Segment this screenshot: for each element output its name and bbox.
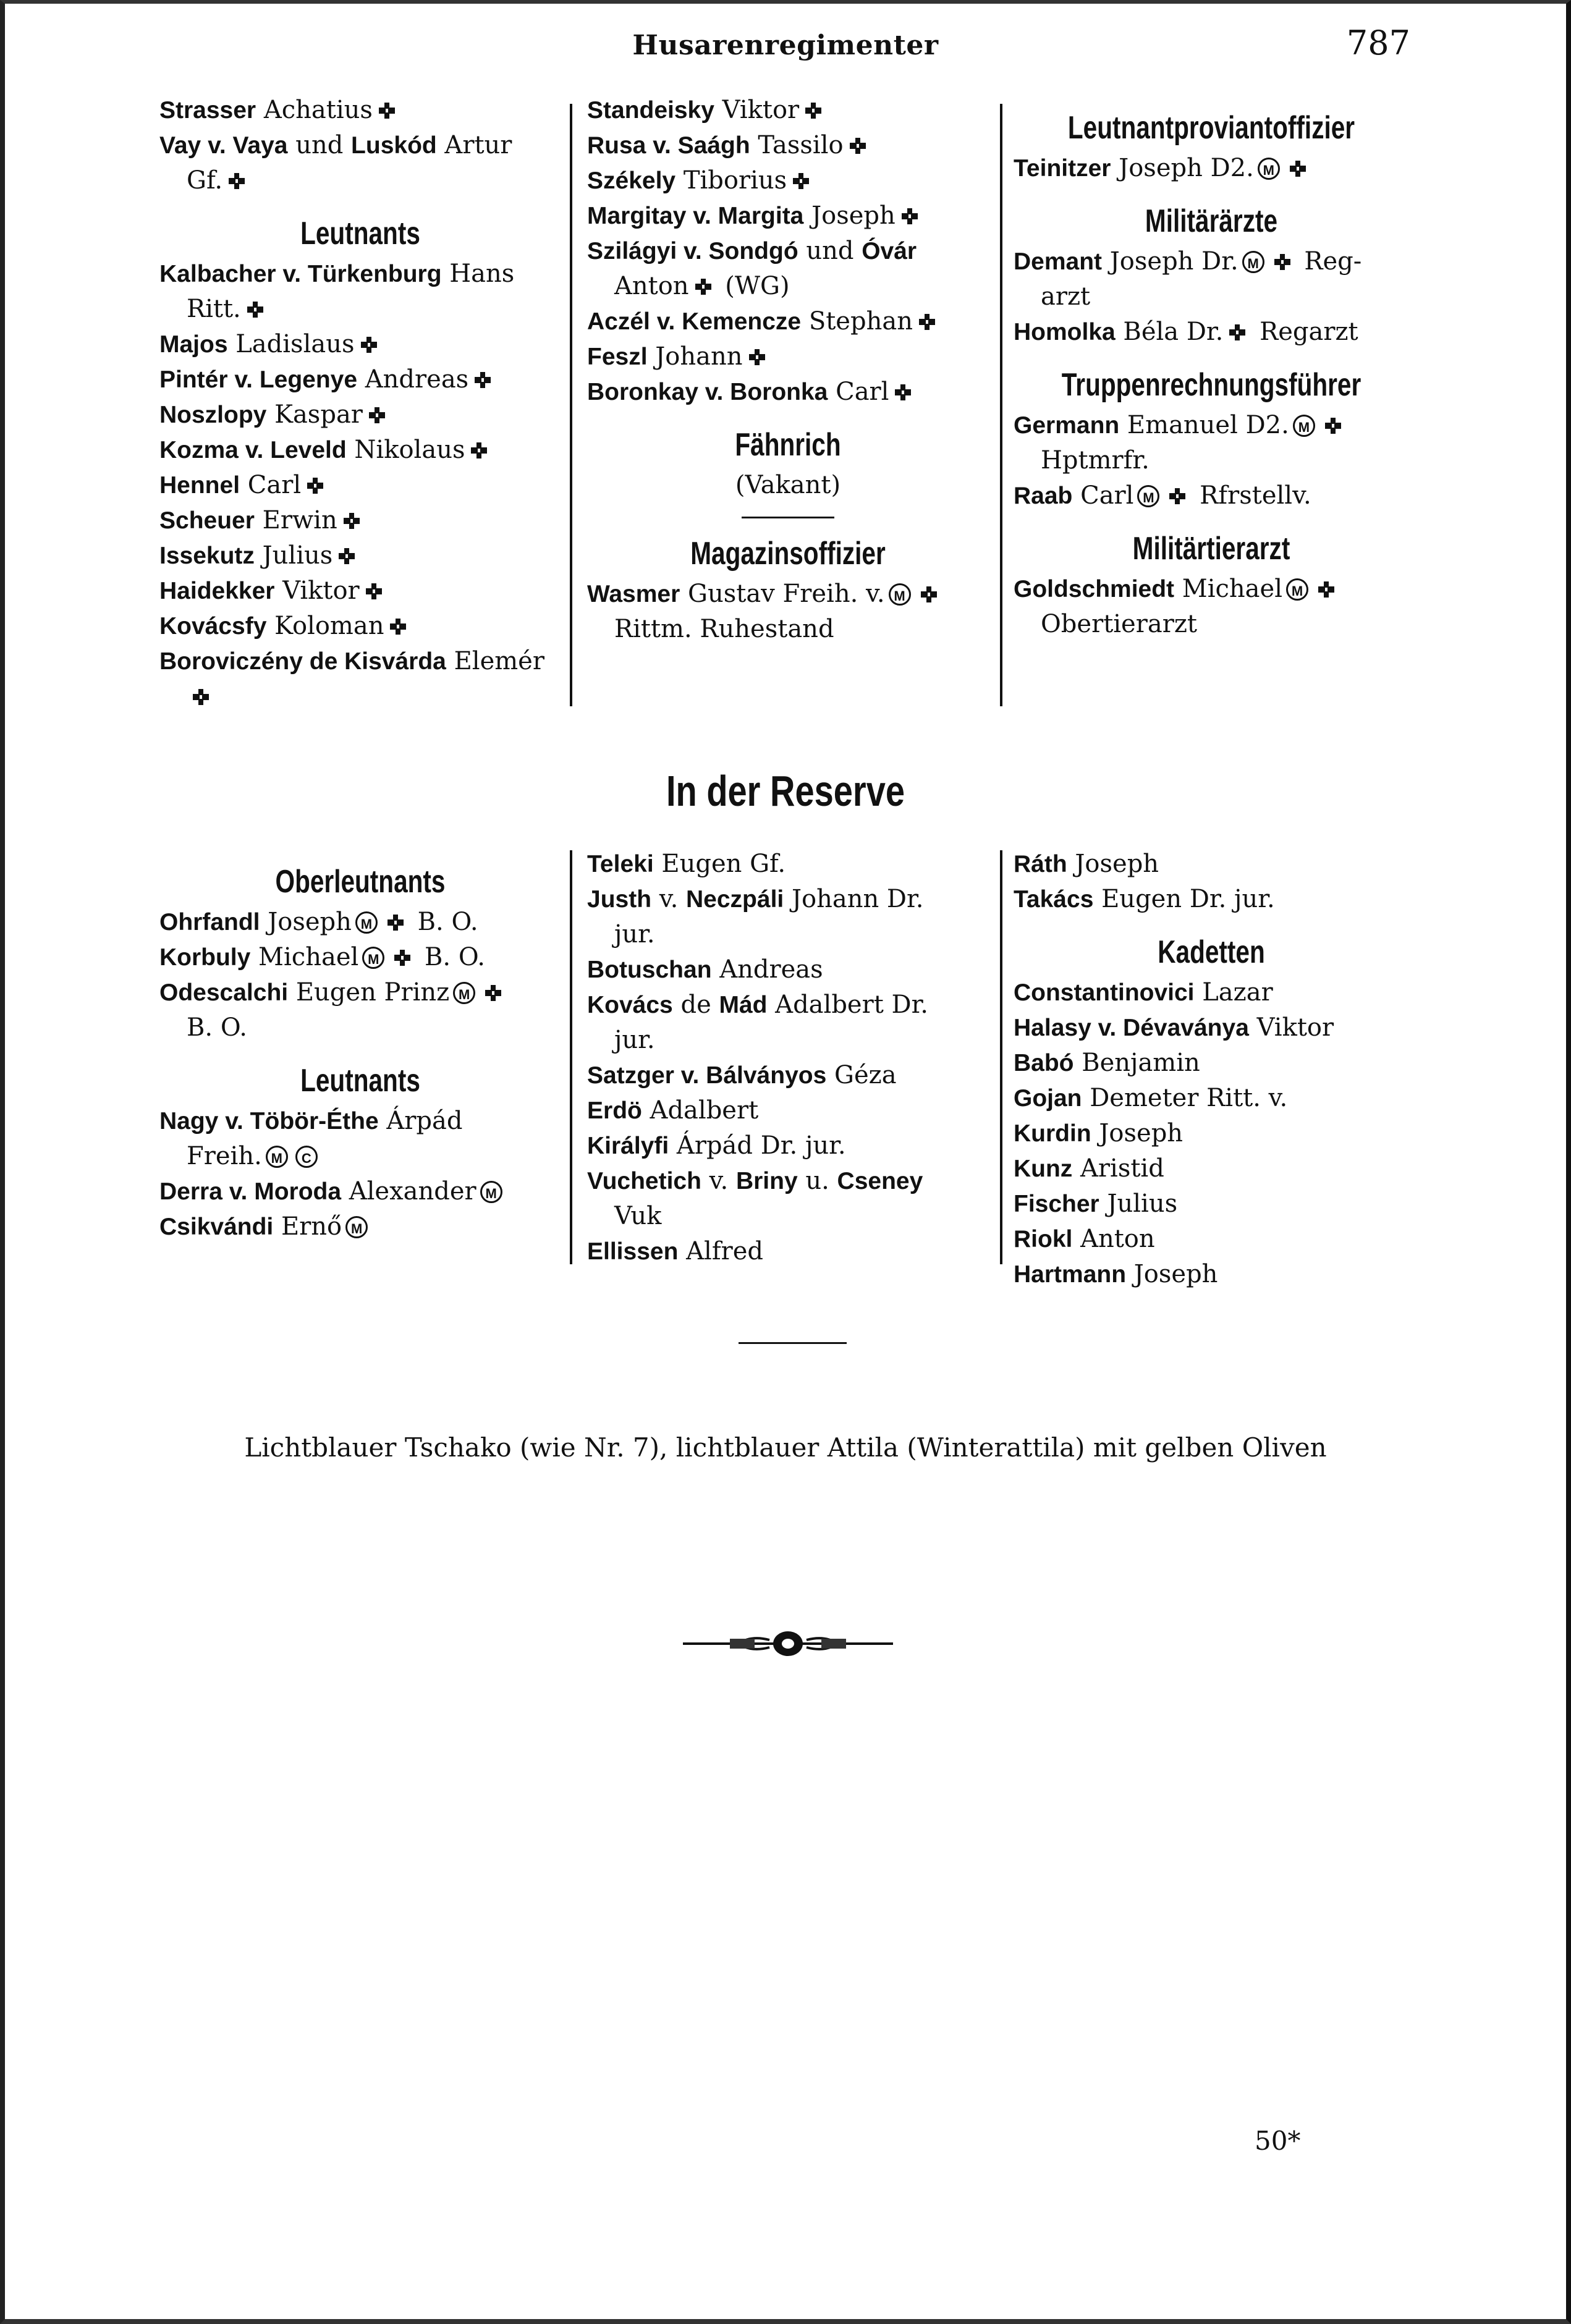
entry-surname: Standeisky	[587, 97, 714, 124]
m-mark-icon: M	[355, 911, 378, 934]
entry-surname: Teinitzer	[1014, 155, 1111, 182]
entry-given: Joseph	[260, 908, 352, 936]
entry-given: Eugen Gf.	[653, 850, 786, 878]
cross-icon	[365, 582, 383, 601]
entry-surname: Vay v. Vaya	[159, 132, 288, 159]
roster-entry	[159, 1174, 561, 1209]
roster-entry	[1014, 1151, 1409, 1186]
entry-surname: Goldschmiedt	[1014, 576, 1175, 602]
entry-given: Erwin	[254, 506, 337, 535]
cross-icon	[192, 688, 210, 706]
signature-mark: 50*	[1255, 2126, 1301, 2156]
section-heading: Oberleutnants	[275, 864, 446, 900]
entry-given: und	[287, 131, 352, 159]
entry-given: Michael	[250, 943, 359, 971]
cross-icon	[1273, 253, 1292, 271]
entry-surname: Germann	[1014, 412, 1120, 439]
entry-surname: Hennel	[159, 472, 240, 499]
roster-entry	[587, 234, 989, 304]
m-mark-icon: M	[345, 1216, 368, 1238]
entry-surname: Odescalchi	[159, 979, 289, 1006]
entry-surname: Kunz	[1014, 1156, 1073, 1182]
roster-entry	[587, 577, 989, 647]
cross-icon	[246, 300, 265, 319]
entry-surname-2: Óvár	[862, 238, 917, 264]
roster-entry	[587, 198, 989, 234]
cross-icon	[360, 336, 378, 354]
roster-entry	[587, 1058, 989, 1093]
entry-continuation: jur.	[614, 1026, 655, 1054]
section-heading: Fähnrich	[735, 427, 841, 463]
cross-icon	[378, 101, 396, 120]
entry-given: Árpád	[378, 1107, 463, 1135]
entry-surname: Demant	[1014, 248, 1103, 275]
m-mark-icon: M	[889, 583, 911, 606]
entry-continuation: Anton (WG)	[614, 272, 790, 300]
roster-entry	[587, 987, 989, 1058]
entry-surname: Királyfi	[587, 1133, 669, 1159]
entry-surname: Rusa v. Saágh	[587, 132, 750, 159]
section-note: (Vakant)	[735, 471, 841, 499]
entry-given: Joseph	[1126, 1260, 1218, 1288]
roster-entry	[1014, 572, 1409, 642]
cross-icon	[470, 441, 488, 460]
entry-surname: Székely	[587, 167, 676, 194]
roster-entry	[159, 1104, 561, 1174]
entry-given: Julius	[1099, 1189, 1178, 1218]
roster-entry	[159, 609, 561, 644]
entry-continuation: Vuk	[614, 1202, 662, 1230]
roster-entry	[587, 1164, 989, 1234]
roster-entry	[587, 163, 989, 198]
entry-given: Julius	[254, 541, 333, 570]
entry-surname: Korbuly	[159, 944, 251, 971]
entry-surname: Constantinovici	[1014, 979, 1195, 1006]
entry-continuation: Obertierarzt	[1041, 610, 1197, 638]
m-mark-icon: M	[1258, 158, 1280, 180]
reserve-column-2	[587, 847, 989, 1269]
m-mark-icon: M	[266, 1146, 288, 1168]
entry-surname: Wasmer	[587, 581, 680, 607]
entry-given: v.	[651, 885, 687, 913]
roster-entry	[159, 573, 561, 609]
entry-given: Anton	[1072, 1225, 1155, 1253]
cross-icon	[894, 383, 912, 402]
entry-surname: Riokl	[1014, 1226, 1073, 1253]
cross-icon	[1228, 323, 1247, 342]
entry-suffix: B. O.	[409, 908, 478, 936]
column-2	[587, 93, 989, 647]
roster-entry	[1014, 315, 1409, 350]
entry-given: Viktor	[274, 577, 360, 605]
entry-surname: Babó	[1014, 1050, 1074, 1076]
entry-surname: Raab	[1014, 483, 1073, 509]
entry-continuation	[159, 679, 561, 714]
roster-entry	[159, 468, 561, 503]
entry-surname: Ráth	[1014, 851, 1067, 877]
entry-suffix: B. O.	[417, 943, 485, 971]
roster-entry	[159, 256, 561, 327]
entry-given: Viktor	[714, 96, 800, 124]
entry-surname: Kurdin	[1014, 1120, 1091, 1147]
cross-icon	[1168, 487, 1187, 505]
cross-icon	[368, 406, 386, 425]
roster-entry	[1014, 1222, 1409, 1257]
entry-surname: Haidekker	[159, 578, 275, 604]
roster-entry	[159, 940, 561, 975]
entry-given: Benjamin	[1073, 1049, 1200, 1077]
cross-icon	[306, 476, 324, 495]
cross-icon	[849, 137, 867, 155]
reserve-title: In der Reserve	[666, 767, 905, 815]
entry-given: Hans	[441, 260, 515, 288]
entry-given: Aristid	[1072, 1154, 1164, 1183]
entry-surname: Justh	[587, 886, 652, 913]
entry-given: Stephan	[801, 307, 913, 336]
roster-entry	[159, 503, 561, 538]
entry-surname-3: Cseney	[837, 1168, 923, 1194]
section-rule	[742, 517, 834, 518]
entry-suffix: Reg-	[1296, 247, 1362, 276]
roster-entry	[1014, 975, 1409, 1010]
entry-surname: Feszl	[587, 344, 648, 370]
entry-surname: Kalbacher v. Türkenburg	[159, 261, 442, 287]
entry-given: Joseph Dr.	[1102, 247, 1239, 276]
entry-surname: Takács	[1014, 886, 1094, 913]
roster-entry	[159, 362, 561, 397]
entry-given-2: u.	[797, 1167, 837, 1195]
entry-surname: Ellissen	[587, 1238, 679, 1265]
cross-icon	[342, 512, 361, 530]
m-mark-icon: M	[1242, 251, 1264, 273]
entry-given: Ladislaus	[227, 330, 355, 358]
entry-continuation: Gf.	[159, 163, 561, 198]
roster-entry	[1014, 244, 1409, 315]
entry-surname: Kovácsfy	[159, 613, 267, 640]
entry-surname: Scheuer	[159, 507, 255, 534]
entry-surname: Hartmann	[1014, 1261, 1127, 1288]
entry-surname: Kovács	[587, 992, 673, 1018]
m-mark-icon: M	[1293, 415, 1315, 437]
cross-icon	[337, 547, 356, 565]
entry-given-2: Artur	[436, 131, 512, 159]
m-mark-icon: M	[453, 982, 475, 1004]
page-number: 787	[1346, 23, 1410, 62]
entry-given-2: Adalbert Dr.	[767, 991, 929, 1019]
roster-entry	[159, 538, 561, 573]
entry-continuation: Freih. M C	[159, 1139, 561, 1174]
cross-icon	[748, 348, 766, 366]
entry-surname: Gojan	[1014, 1085, 1082, 1112]
entry-surname: Noszlopy	[159, 402, 267, 428]
entry-given: Achatius	[256, 96, 373, 124]
entry-given: Joseph	[1067, 850, 1159, 878]
entry-surname: Derra v. Moroda	[159, 1178, 342, 1205]
reserve-column-1	[159, 847, 561, 1244]
entry-given: Eugen Prinz	[288, 978, 450, 1007]
c-mark-icon: C	[295, 1146, 318, 1168]
entry-surname-2: Briny	[735, 1168, 798, 1194]
entry-given: Demeter Ritt. v.	[1082, 1084, 1288, 1112]
entry-given: Árpád Dr. jur.	[669, 1131, 846, 1160]
entry-given: Eugen Dr. jur.	[1093, 885, 1275, 913]
m-mark-icon: M	[1286, 578, 1308, 601]
roster-entry	[587, 128, 989, 163]
section-heading: Leutnants	[300, 1063, 420, 1099]
entry-continuation: Rittm. Ruhestand	[614, 615, 834, 643]
entry-surname: Majos	[159, 331, 228, 358]
entry-surname: Szilágyi v. Sondgó	[587, 238, 798, 264]
entry-given-2: Johann Dr.	[784, 885, 924, 913]
section-heading: Magazinsoffizier	[690, 536, 886, 572]
entry-surname: Issekutz	[159, 543, 255, 569]
entry-given: Michael	[1174, 575, 1282, 603]
roster-entry	[1014, 1186, 1409, 1222]
entry-given: Nikolaus	[346, 436, 465, 464]
entry-given: Carl	[828, 378, 889, 406]
entry-surname: Botuschan	[587, 957, 712, 983]
entry-given: Andreas	[711, 955, 823, 984]
entry-continuation: Hptmrfr.	[1041, 446, 1150, 475]
roster-entry	[1014, 1046, 1409, 1081]
entry-surname: Kozma v. Leveld	[159, 437, 347, 463]
entry-given: Carl	[240, 471, 302, 499]
entry-surname: Fischer	[1014, 1191, 1099, 1217]
column-divider	[570, 104, 572, 706]
roster-entry	[1014, 478, 1409, 513]
entry-continuation: arzt	[1041, 282, 1091, 311]
entry-given: Béla Dr.	[1115, 318, 1224, 346]
entry-surname: Vuchetich	[587, 1168, 701, 1194]
column-3	[1014, 93, 1409, 642]
entry-surname: Strasser	[159, 97, 256, 124]
cross-icon	[804, 101, 823, 120]
entry-given: Johann	[647, 342, 743, 371]
entry-suffix: Rfrstellv.	[1192, 481, 1311, 510]
entry-surname: Csikvándi	[159, 1214, 274, 1240]
entry-given: Emanuel D2.	[1119, 411, 1289, 439]
entry-surname: Homolka	[1014, 319, 1116, 345]
column-1	[159, 93, 561, 714]
cross-icon	[1317, 580, 1336, 599]
roster-entry	[587, 374, 989, 410]
roster-entry	[587, 304, 989, 339]
roster-entry	[1014, 882, 1409, 917]
cross-icon	[920, 585, 938, 604]
section-rule	[739, 1342, 847, 1344]
entry-continuation: Ritt.	[159, 292, 561, 327]
entry-given: Ernő	[273, 1212, 342, 1241]
cross-icon	[900, 207, 919, 226]
cross-icon	[694, 277, 713, 296]
column-divider	[1000, 850, 1002, 1264]
cross-icon	[473, 371, 492, 389]
cross-icon	[389, 617, 407, 636]
entry-given: v.	[701, 1167, 736, 1195]
entry-given: Gustav Freih. v.	[680, 580, 885, 608]
uniform-note: Lichtblauer Tschako (wie Nr. 7), lichtblauer Attila (Winterattila) mit gelben Oliven	[244, 1432, 1327, 1463]
entry-given: Adalbert	[642, 1096, 759, 1125]
entry-surname: Pintér v. Legenye	[159, 366, 358, 393]
roster-entry	[587, 1128, 989, 1164]
roster-entry	[587, 882, 989, 952]
entry-surname: Boroviczény de Kisvárda	[159, 648, 446, 675]
roster-entry	[1014, 847, 1409, 882]
section-heading: Leutnantproviantoffizier	[1067, 110, 1355, 146]
roster-entry	[159, 397, 561, 433]
running-header: Husarenregimenter	[632, 30, 939, 61]
entry-given: Koloman	[266, 612, 384, 640]
entry-given: Viktor	[1248, 1013, 1334, 1042]
entry-given: Tassilo	[750, 131, 844, 159]
m-mark-icon: M	[362, 947, 384, 969]
entry-given: Kaspar	[266, 400, 363, 429]
entry-given: und	[798, 237, 862, 265]
entry-continuation: jur.	[614, 920, 655, 949]
roster-entry	[1014, 1010, 1409, 1046]
entry-continuation: B. O.	[187, 1013, 247, 1042]
m-mark-icon: M	[1137, 485, 1159, 507]
entry-given: Elemér	[446, 647, 544, 675]
section-heading: Leutnants	[300, 216, 420, 251]
roster-entry	[1014, 1081, 1409, 1116]
entry-surname: Satzger v. Bálványos	[587, 1062, 827, 1089]
entry-given: Tiborius	[675, 166, 787, 195]
entry-given: de	[672, 991, 719, 1019]
entry-surname: Erdö	[587, 1097, 642, 1124]
entry-given: Joseph D2.	[1111, 154, 1254, 182]
entry-surname: Boronkay v. Boronka	[587, 379, 828, 405]
entry-given: Carl	[1072, 481, 1134, 510]
roster-entry	[159, 1209, 561, 1244]
entry-surname: Teleki	[587, 851, 654, 877]
cross-icon	[393, 949, 412, 967]
roster-entry	[587, 952, 989, 987]
roster-entry	[159, 433, 561, 468]
roster-entry	[159, 128, 561, 198]
cross-icon	[792, 172, 810, 190]
cross-icon	[918, 313, 936, 331]
cross-icon	[1324, 416, 1342, 435]
cross-icon	[386, 913, 405, 932]
roster-entry	[1014, 408, 1409, 478]
entry-surname: Aczél v. Kemencze	[587, 308, 802, 335]
section-heading: Militärtierarzt	[1132, 531, 1290, 567]
roster-entry	[587, 847, 989, 882]
entry-surname: Nagy v. Töbör-Éthe	[159, 1108, 379, 1135]
entry-suffix: Regarzt	[1251, 318, 1358, 346]
roster-entry	[159, 93, 561, 128]
roster-entry	[1014, 1257, 1409, 1292]
entry-surname: Halasy v. Dévaványa	[1014, 1015, 1249, 1041]
roster-entry	[587, 339, 989, 374]
roster-entry	[159, 905, 561, 940]
entry-given: Géza	[826, 1061, 897, 1089]
entry-given: Alexander	[341, 1177, 476, 1206]
reserve-column-3	[1014, 847, 1409, 1292]
entry-surname-2: Luskód	[351, 132, 437, 159]
column-divider	[570, 850, 572, 1264]
section-heading: Kadetten	[1158, 934, 1265, 970]
entry-given: Andreas	[357, 365, 469, 394]
entry-surname-2: Neczpáli	[686, 886, 784, 913]
section-heading: Truppenrechnungsführer	[1061, 367, 1361, 403]
roster-entry	[587, 1234, 989, 1269]
cross-icon	[1289, 159, 1307, 178]
entry-given: Alfred	[678, 1237, 764, 1266]
roster-entry	[587, 1093, 989, 1128]
roster-entry	[159, 975, 561, 1046]
cross-icon	[484, 984, 502, 1002]
entry-surname-2: Mád	[719, 992, 768, 1018]
m-mark-icon: M	[480, 1181, 502, 1203]
roster-entry	[159, 327, 561, 362]
entry-given: Joseph	[1091, 1119, 1184, 1147]
roster-entry	[587, 93, 989, 128]
column-divider	[1000, 104, 1002, 706]
cross-icon	[227, 172, 246, 190]
entry-given: Lazar	[1194, 978, 1273, 1007]
entry-surname: Margitay v. Margita	[587, 203, 804, 229]
roster-entry	[1014, 151, 1409, 186]
entry-surname: Ohrfandl	[159, 909, 260, 936]
section-heading: Militärärzte	[1145, 203, 1278, 239]
ornament-icon	[683, 1625, 893, 1662]
roster-entry	[1014, 1116, 1409, 1151]
entry-given: Joseph	[803, 201, 896, 230]
roster-entry	[159, 644, 561, 714]
